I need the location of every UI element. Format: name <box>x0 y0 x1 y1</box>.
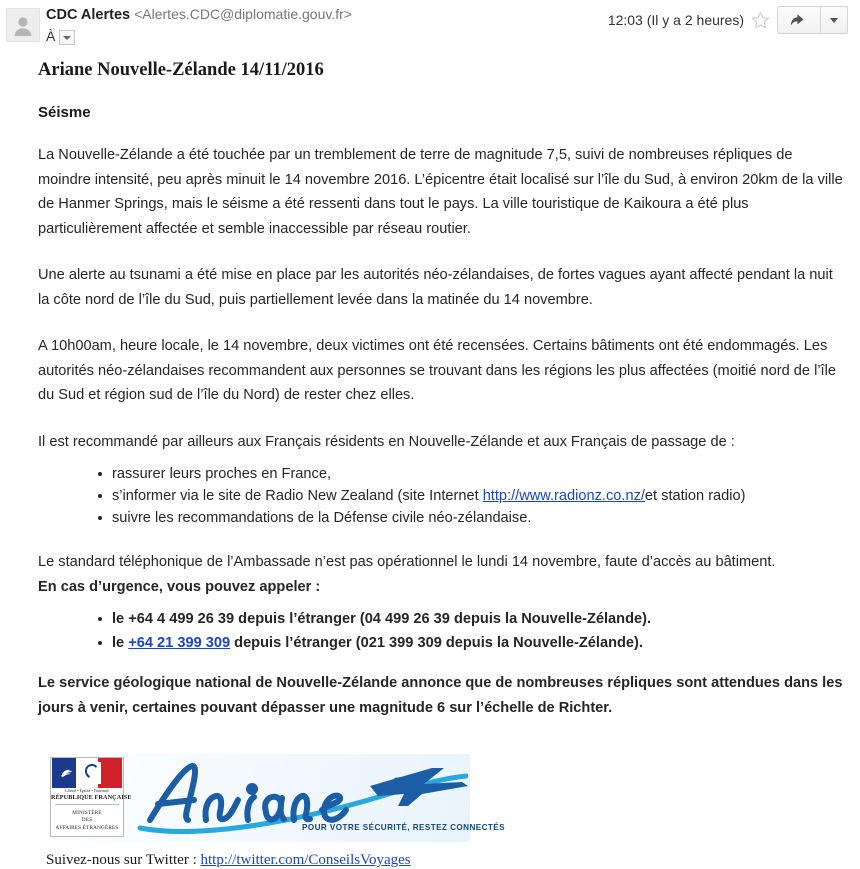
star-icon[interactable] <box>751 11 770 30</box>
ministry-line-3: AFFAIRES ÉTRANGÈRES <box>55 824 119 831</box>
divider <box>55 804 119 805</box>
radionz-link[interactable]: http://www.radionz.co.nz/ <box>482 488 645 504</box>
paragraph-casualties: A 10h00am, heure locale, le 14 novembre, deux victimes ont été recensées. Certains bâtiments ont été endommagés. Les autorités néo-zélandaises recommandent aux personnes se trouvant dans les régions les plus affectées (moitié nord de l’île du Sud et région sud de l’île du Nord) de rester chez elles. <box>38 338 836 403</box>
recommendation-list <box>38 464 846 528</box>
phone-2-after: depuis l’étranger (021 399 309 depuis la Nouvelle-Zélande). <box>230 635 643 651</box>
list-item <box>98 508 846 528</box>
airplane-icon <box>370 768 468 806</box>
paragraph-tsunami: Une alerte au tsunami a été mise en place par les autorités néo-zélandaises, de fortes vagues ayant affecté pendant la nuit la côte nord de l’île du Sud, puis partiellement levée dans la matinée du 14 novembre. <box>38 267 833 308</box>
motto-text: Liberté • Égalité • Fraternité <box>65 789 109 793</box>
section-heading: Séisme <box>38 104 91 121</box>
list-item <box>98 633 846 653</box>
recipient-row <box>46 28 75 44</box>
reply-button[interactable] <box>778 7 820 33</box>
ariane-tagline: POUR VOTRE SÉCURITÉ, RESTEZ CONNECTÉS <box>302 822 506 832</box>
reply-button-group <box>777 6 848 34</box>
twitter-label: Suivez-nous sur Twitter : <box>46 852 201 868</box>
emergency-phone-list <box>38 609 846 653</box>
page-title: Ariane Nouvelle-Zélande 14/11/2016 <box>38 60 324 80</box>
header-actions <box>608 6 848 34</box>
avatar <box>6 8 40 42</box>
paragraph-switchboard <box>38 550 846 599</box>
ministry-line-1: MINISTÈRE <box>72 809 102 816</box>
republique-francaise-logo <box>50 757 132 837</box>
recommendation-text-1: rassurer leurs proches en France, <box>112 466 331 482</box>
phone-number-2-link[interactable]: +64 21 399 309 <box>128 635 231 651</box>
chevron-down-icon[interactable] <box>59 30 75 45</box>
paragraph-aftershocks: Le service géologique national de Nouvelle-Zélande annonce que de nombreuses répliques sont attendues dans les jours à venir, certaines pouvant dépasser une magnitude 6 sur l’échelle de Richter. <box>38 675 843 716</box>
signature-image <box>46 754 506 842</box>
paragraph-earthquake: La Nouvelle-Zélande a été touchée par un tremblement de terre de magnitude 7,5, suivi de nombreuses répliques de moindre intensité, peu après minuit le 14 novembre 2016. L’épicentre était localisé sur l’île du Sud, à environ 20km de la ville de Hanmer Springs, mais le séisme a été ressenti dans tout le pays. La ville touristique de Kaikoura a été plus particulièrement affectée et semble inaccessible par réseau routier. <box>38 147 843 237</box>
email-header <box>0 0 860 48</box>
french-flag-marianne-icon <box>52 758 122 788</box>
paragraph-recommendation-intro: Il est recommandé par ailleurs aux Français résidents en Nouvelle-Zélande et aux Français de passage de : <box>38 433 735 450</box>
recipient-label: À <box>46 28 56 44</box>
ariane-logo <box>132 754 506 842</box>
republic-text: RÉPUBLIQUE FRANÇAISE <box>51 793 132 801</box>
recommendation-text-2-after: et station radio) <box>644 488 746 504</box>
ministry-text <box>51 810 123 833</box>
sender-email[interactable]: <Alertes.CDC@diplomatie.gouv.fr> <box>134 6 352 22</box>
phone-number-1: le +64 4 499 26 39 depuis l’étranger (04 499 26 39 depuis la Nouvelle-Zélande). <box>112 611 652 627</box>
list-item <box>98 609 846 629</box>
emergency-heading: En cas d’urgence, vous pouvez appeler : <box>38 578 321 595</box>
recommendation-text-3: suivre les recommandations de la Défense civile néo-zélandaise. <box>112 510 532 526</box>
recommendation-text-2-before: s’informer via le site de Radio New Zealand (site Internet <box>112 488 483 504</box>
phone-2-before: le <box>112 635 129 651</box>
twitter-link[interactable]: http://twitter.com/ConseilsVoyages <box>200 852 411 868</box>
sender-name[interactable]: CDC Alertes <box>46 7 131 23</box>
timestamp: 12:03 (Il y a 2 heures) <box>607 12 744 28</box>
more-options-button[interactable] <box>820 7 847 33</box>
email-body <box>0 60 860 869</box>
list-item <box>98 486 846 506</box>
sender-line <box>46 6 352 23</box>
switchboard-note: Le standard téléphonique de l’Ambassade n’est pas opérationnel le lundi 14 novembre, faute d’accès au bâtiment. <box>38 554 776 570</box>
list-item <box>98 464 846 484</box>
ministry-line-2: DES <box>81 817 93 823</box>
twitter-line <box>46 852 846 869</box>
